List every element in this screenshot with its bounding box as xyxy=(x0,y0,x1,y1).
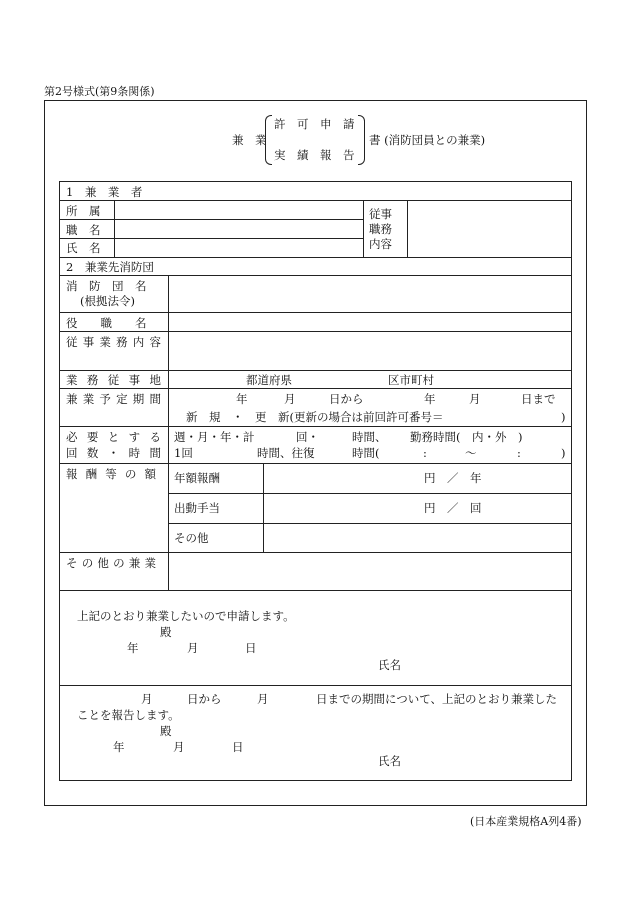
corps-basis-label: (根拠法令) xyxy=(80,294,135,308)
col-line xyxy=(263,463,264,552)
section1-heading: 1 兼 業 者 xyxy=(66,185,143,199)
municipality-label: 区市町村 xyxy=(388,373,434,387)
period-label: 兼 業 予 定 期 間 xyxy=(66,392,161,406)
right-brace xyxy=(358,115,365,165)
row-line xyxy=(59,590,572,591)
other-label: その他 xyxy=(174,531,209,545)
frequency-times: 回・ xyxy=(296,430,319,444)
col-line xyxy=(363,200,364,257)
time-label: 時間( xyxy=(352,446,380,460)
time-colon-2: : xyxy=(517,446,521,460)
title-option-report: 実 績 報 告 xyxy=(274,148,355,162)
left-brace xyxy=(265,115,272,165)
per-once: 1回 xyxy=(174,446,193,460)
report-statement-1: 日までの期間について、上記のとおり兼業した xyxy=(316,692,558,706)
name-label: 氏 名 xyxy=(66,241,101,255)
frequency-hours: 時間、 xyxy=(352,430,387,444)
required-label-2: 回 数 ・ 時 間 xyxy=(66,446,161,460)
row-line xyxy=(59,219,363,220)
title-option-permission: 許 可 申 請 xyxy=(274,117,355,131)
row-line xyxy=(59,257,572,258)
col-line xyxy=(168,275,169,590)
time-tilde: ～ xyxy=(465,446,477,460)
application-statement: 上記のとおり兼業したいので申請します。 xyxy=(77,609,295,623)
other-jobs-label: そ の 他 の 兼 業 xyxy=(66,556,156,570)
period-month-2: 月 xyxy=(469,392,481,406)
application-month: 月 xyxy=(187,641,199,655)
time-close: ) xyxy=(561,446,566,460)
report-month: 月 xyxy=(173,740,185,754)
title-suffix: 書 (消防団員との兼業) xyxy=(369,133,486,147)
row-line xyxy=(168,493,572,494)
new-renew-close: ) xyxy=(561,410,566,424)
row-line xyxy=(59,200,572,201)
duty-label-2: 職務 xyxy=(369,222,392,236)
row-line xyxy=(59,238,363,239)
form-number-label: 第2号様式(第9条関係) xyxy=(44,85,155,98)
report-statement-2: ことを報告します。 xyxy=(77,708,180,722)
row-line xyxy=(59,275,572,276)
new-renew-text: 新 規 ・ 更 新(更新の場合は前回許可番号＝ xyxy=(186,410,444,424)
report-from: 日から xyxy=(187,692,222,706)
col-line xyxy=(114,200,115,257)
period-until: 日まで xyxy=(521,392,556,406)
location-label: 業 務 従 事 地 xyxy=(66,373,161,387)
dispatch-unit: 円 ／ 回 xyxy=(424,501,482,515)
row-line xyxy=(59,331,572,332)
duty-label-3: 内容 xyxy=(369,237,392,251)
corps-name-label: 消 防 団 名 xyxy=(66,279,147,293)
report-name-label: 氏名 xyxy=(378,754,401,768)
period-from: 日から xyxy=(329,392,364,406)
paper-size-note: (日本産業規格A列4番) xyxy=(470,815,582,828)
work-hours: 勤務時間( 内・外 ) xyxy=(410,430,523,444)
remuneration-label: 報 酬 等 の 額 xyxy=(66,467,156,481)
row-line xyxy=(59,426,572,427)
report-day: 日 xyxy=(232,740,244,754)
prefecture-label: 都道府県 xyxy=(246,373,292,387)
application-day: 日 xyxy=(245,641,257,655)
period-year-2: 年 xyxy=(424,392,436,406)
report-month-2: 月 xyxy=(257,692,269,706)
row-line xyxy=(59,312,572,313)
duty-label-1: 従事 xyxy=(369,207,392,221)
section2-heading: 2 兼業先消防団 xyxy=(66,260,154,274)
frequency-unit: 週・月・年・計 xyxy=(174,430,255,444)
col-line xyxy=(407,200,408,257)
application-addressee: 殿 xyxy=(160,625,172,639)
role-label: 役 職 名 xyxy=(66,316,147,330)
application-name-label: 氏名 xyxy=(378,658,401,672)
application-year: 年 xyxy=(127,641,139,655)
commute-hours: 時間、往復 xyxy=(257,446,315,460)
row-line xyxy=(59,388,572,389)
annual-label: 年額報酬 xyxy=(174,471,220,485)
annual-unit: 円 ／ 年 xyxy=(424,471,482,485)
dispatch-label: 出動手当 xyxy=(174,501,220,515)
row-line xyxy=(59,552,572,553)
time-colon-1: : xyxy=(423,446,427,460)
report-addressee: 殿 xyxy=(160,724,172,738)
position-label: 職 名 xyxy=(66,223,101,237)
row-line xyxy=(59,370,572,371)
affiliation-label: 所 属 xyxy=(66,204,101,218)
period-year: 年 xyxy=(236,392,248,406)
report-month-1: 月 xyxy=(141,692,153,706)
duties-label: 従 事 業 務 内 容 xyxy=(66,335,161,349)
row-line xyxy=(59,463,572,464)
row-line xyxy=(168,523,572,524)
required-label-1: 必 要 と す る xyxy=(66,430,161,444)
row-line xyxy=(59,685,572,686)
report-year: 年 xyxy=(113,740,125,754)
title-left: 兼 業 xyxy=(232,133,267,147)
period-month: 月 xyxy=(284,392,296,406)
